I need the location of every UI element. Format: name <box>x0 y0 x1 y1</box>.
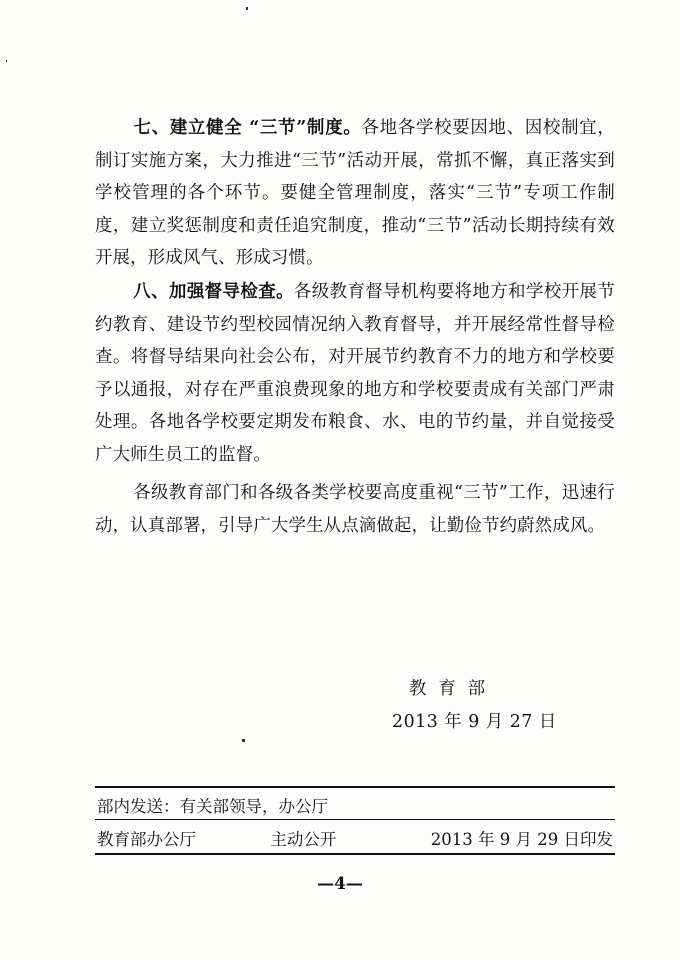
disclosure-status: 主动公开 <box>270 830 337 849</box>
section-8-heading: 八、加强督导检查。 <box>133 282 294 302</box>
issue-date: 2013 年 9 月 29 日印发 <box>430 830 613 849</box>
footer-middle-rule <box>95 819 615 820</box>
signature-org: 教育部 <box>409 679 498 699</box>
closing-paragraph <box>95 477 615 542</box>
closing-text: 各级教育部门和各级各类学校要高度重视“三节”工作，迅速行动，认真部署，引导广大学生从点滴做起，让勤俭节约蔚然成风。 <box>95 483 615 536</box>
section-8-paragraph <box>95 276 615 472</box>
section-7-body: 各地各学校要因地、因校制宜，制订实施方案，大力推进“三节”活动开展，常抓不懈，真正落实到学校管理的各个环节。要健全管理制度，落实“三节”专项工作制度，建立奖惩制度和责任追究制度，推动“三节”活动长期持续有效开展，形成风气、形成习惯。 <box>95 118 615 269</box>
scan-mark <box>242 739 245 742</box>
footer-bottom-rule <box>95 853 615 855</box>
issue-line <box>97 826 613 850</box>
section-7-heading: 七、建立健全 “三节”制度。 <box>133 118 362 138</box>
section-7-paragraph <box>95 112 615 275</box>
signature-date: 2013 年 9 月 27 日 <box>392 712 557 732</box>
scan-mark <box>6 60 7 62</box>
footer-top-rule <box>95 786 615 788</box>
scan-mark <box>246 7 248 10</box>
section-8-body: 各级教育督导机构要将地方和学校开展节约教育、建设节约型校园情况纳入教育督导，并开展经常性督导检查。将督导结果向社会公布，对开展节约教育不力的地方和学校要予以通报，对存在严重浪费现象的地方和学校要责成有关部门严肃处理。各地各学校要定期发布粮食、水、电的节约量，并自觉接受广大师生员工的监督。 <box>95 282 615 465</box>
issuer: 教育部办公厅 <box>97 830 196 849</box>
distribution-line: 部内发送：有关部领导，办公厅 <box>97 797 328 816</box>
page-number: —4— <box>317 874 363 894</box>
